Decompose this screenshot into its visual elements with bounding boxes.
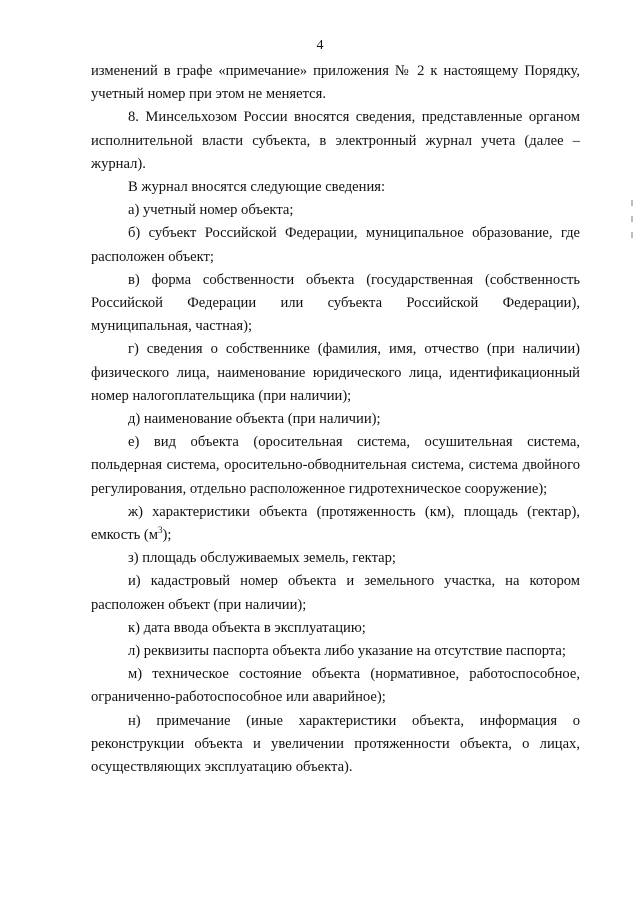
- paragraph-continuation: изменений в графе «примечание» приложения № 2 к настоящему Порядку, учетный номер при этом не меняется.: [91, 63, 580, 103]
- list-item-v: в) форма собственности объекта (государственная (собственность Российской Федерации или субъекта Российской Федерации), муниципальная, частная);: [91, 271, 580, 335]
- list-item-e: е) вид объекта (оросительная система, осушительная система, польдерная система, оросительно-обводнительная система, система двойного регулирования, отдельно расположенное гидротехническое сооружение);: [91, 434, 580, 497]
- list-item-m: м) техническое состояние объекта (нормативное, работоспособное, ограниченно-работоспособное или аварийное);: [91, 666, 580, 706]
- list-item-b: б) субъект Российской Федерации, муниципальное образование, где расположен объект;: [91, 225, 580, 265]
- scan-margin-marks: [631, 200, 634, 280]
- margin-mark: [631, 200, 633, 206]
- paragraph-journal-intro: В журнал вносятся следующие сведения:: [128, 179, 386, 196]
- list-item-d: д) наименование объекта (при наличии);: [128, 411, 381, 428]
- list-item-a: а) учетный номер объекта;: [128, 202, 294, 219]
- page-number: 4: [316, 38, 324, 53]
- list-item-i: и) кадастровый номер объекта и земельного участка, на котором расположен объект (при наличии);: [91, 573, 580, 613]
- paragraph-item-8: 8. Минсельхозом России вносятся сведения, представленные органом исполнительной власти субъекта, в электронный журнал учета (далее – журнал).: [91, 109, 580, 172]
- list-item-g: г) сведения о собственнике (фамилия, имя, отчество (при наличии) физического лица, наименование юридического лица, идентификационный номер налогоплательщика (при наличии);: [91, 341, 580, 404]
- document-body: [91, 60, 580, 779]
- margin-mark: [631, 232, 633, 238]
- margin-mark: [631, 216, 633, 222]
- list-item-zh-text: ж) характеристики объекта (протяженность (км), площадь (гектар), емкость (м: [91, 503, 580, 544]
- list-item-l: л) реквизиты паспорта объекта либо указание на отсутствие паспорта;: [128, 643, 566, 660]
- list-item-zh: [91, 501, 580, 547]
- list-item-n: н) примечание (иные характеристики объекта, информация о реконструкции объекта и увеличении протяженности объекта, о лицах, осуществляющих эксплуатацию объекта).: [91, 712, 580, 776]
- list-item-zh-tail: );: [162, 527, 172, 544]
- list-item-z: з) площадь обслуживаемых земель, гектар;: [128, 550, 396, 567]
- superscript-cubic: 3: [157, 525, 163, 536]
- list-item-k: к) дата ввода объекта в эксплуатацию;: [128, 619, 366, 636]
